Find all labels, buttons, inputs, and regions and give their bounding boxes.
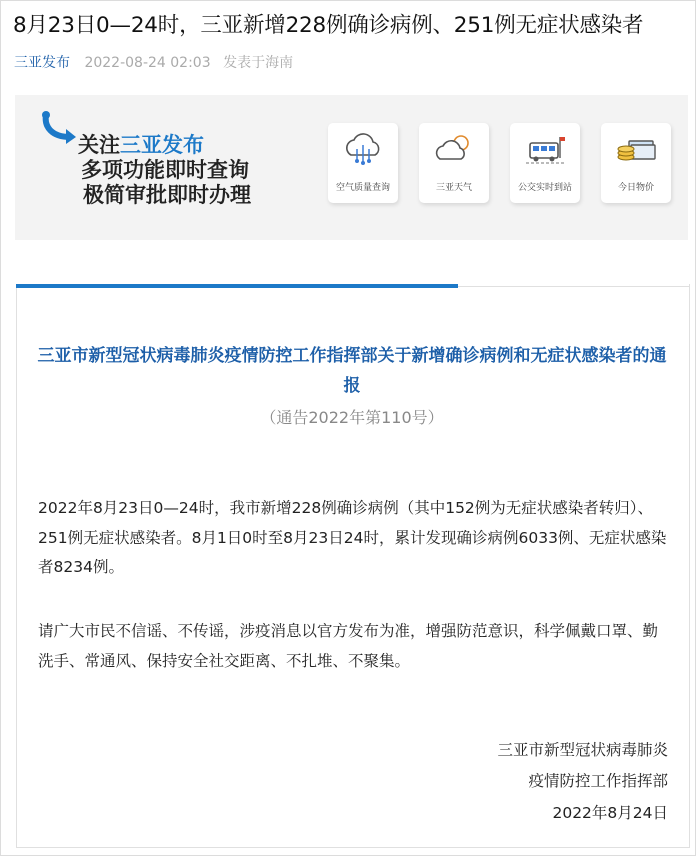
tile-bus[interactable]	[510, 123, 580, 203]
weather-cloud-icon	[433, 131, 475, 167]
notice-title: 三亚市新型冠状病毒肺炎疫情防控工作指挥部关于新增确诊病例和无症状感染者的通报	[37, 346, 667, 396]
tile-label: 三亚天气	[435, 183, 472, 193]
banner-line-follow: 关注三亚发布	[78, 133, 204, 157]
signature-org-line1: 三亚市新型冠状病毒肺炎	[497, 741, 668, 759]
banner-line-approval: 极简审批即时办理	[83, 183, 251, 207]
notice-paragraph-cases: 2022年8月23日0—24时，我市新增228例确诊病例（其中152例为无症状感染者转归）、251例无症状感染者。8月1日0时至8月23日24时，累计发现确诊病例6033例、无症状感染者8234例。	[38, 499, 667, 576]
signature-date: 2022年8月24日	[552, 804, 668, 822]
tile-label: 今日物价	[617, 183, 654, 193]
curved-arrow-icon	[40, 109, 80, 149]
notice-number: （通告2022年第110号）	[260, 408, 444, 427]
article-meta	[14, 52, 293, 72]
article-title: 8月23日0—24时，三亚新增228例确诊病例、251例无症状感染者	[13, 13, 644, 38]
card-accent-bar	[16, 284, 458, 288]
tile-prices[interactable]	[601, 123, 671, 203]
banner-line-query: 多项功能即时查询	[81, 158, 249, 182]
cloud-network-icon	[342, 131, 384, 167]
money-stack-icon	[615, 131, 657, 167]
bus-icon	[524, 131, 566, 167]
tile-air-quality[interactable]	[328, 123, 398, 203]
card-divider	[458, 286, 689, 287]
publish-date: 2022-08-24 02:03	[84, 55, 211, 71]
promo-banner[interactable]	[15, 95, 688, 240]
tile-label: 空气质量查询	[335, 183, 390, 193]
tile-label: 公交实时到站	[517, 183, 572, 193]
publish-location: 发表于海南	[223, 55, 294, 71]
author-link[interactable]: 三亚发布	[14, 55, 70, 71]
notice-paragraph-advice: 请广大市民不信谣、不传谣，涉疫消息以官方发布为准，增强防范意识，科学佩戴口罩、勤洗手、常通风、保持安全社交距离、不扎堆、不聚集。	[38, 622, 659, 670]
tile-weather[interactable]	[419, 123, 489, 203]
signature-org-line2: 疫情防控工作指挥部	[528, 772, 668, 790]
